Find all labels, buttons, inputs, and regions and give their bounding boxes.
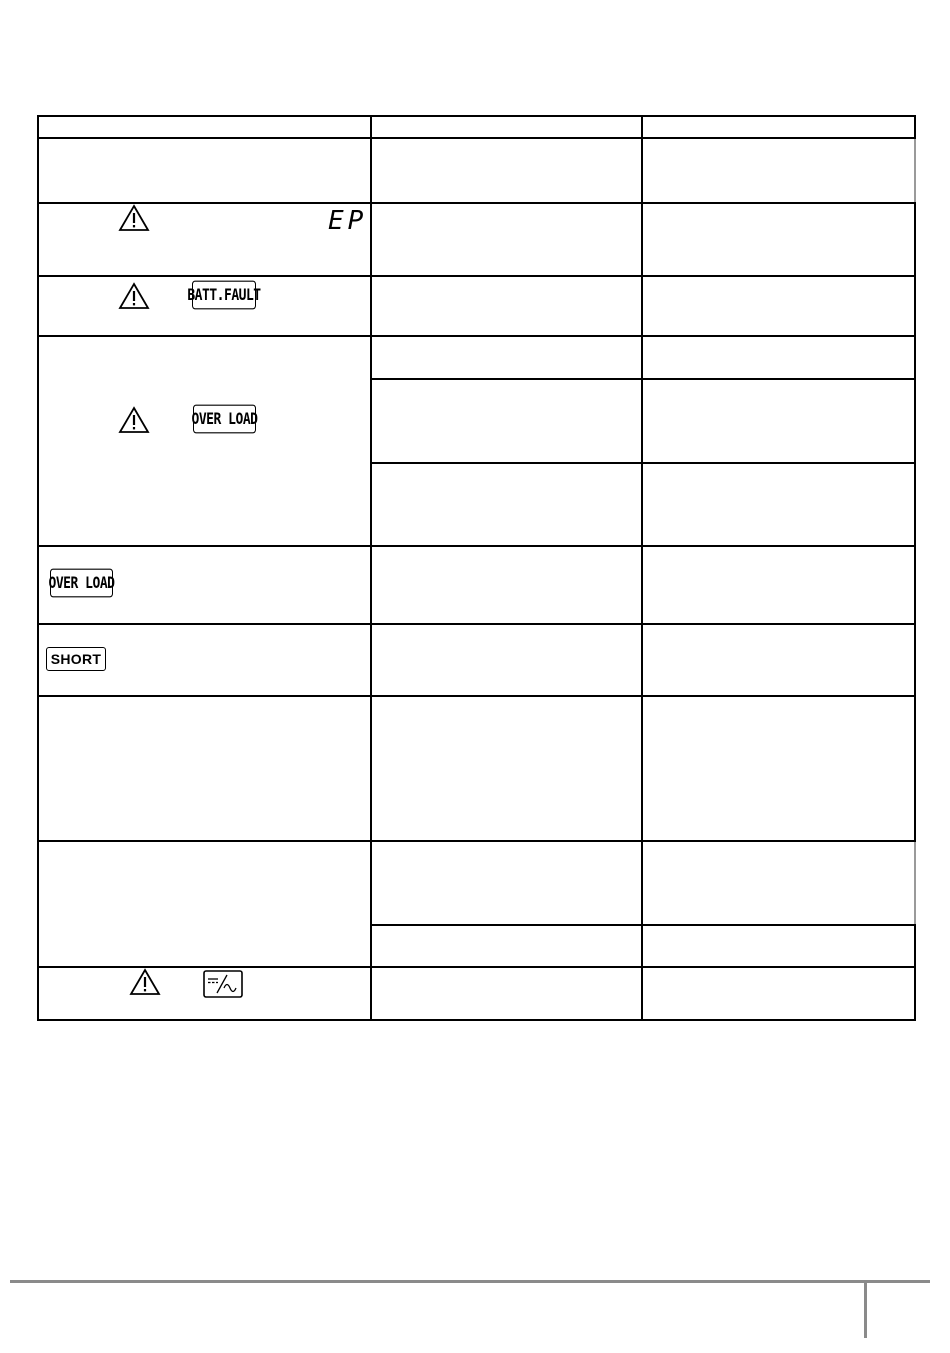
lcd-over-load-indicator: OVER LOAD [50,569,113,598]
table-border-bottom [37,1019,916,1021]
row-divider [37,623,916,625]
row-divider [37,202,916,204]
warning-icon [118,282,150,310]
display-code-ep: EP [328,206,368,236]
row-divider [37,545,916,547]
row-divider [37,840,916,842]
column-divider-2 [641,115,643,1021]
lcd-batt-fault-indicator: BATT.FAULT [192,281,256,310]
row-divider [37,335,916,337]
warning-icon [129,968,161,996]
column-divider-1 [370,115,372,1021]
row-divider [37,966,916,968]
footer-page-marker [864,1283,867,1338]
row-divider [37,695,916,697]
table-border-right-light [914,137,916,203]
table-border-top [37,115,916,117]
lcd-over-load-indicator: OVER LOAD [193,405,256,434]
warning-icon [118,204,150,232]
row-divider [37,275,916,277]
footer-rule [10,1280,930,1283]
header-row-bottom [37,137,916,139]
table-border-right-light [914,842,916,926]
subrow-divider [370,462,916,464]
warning-icon [118,406,150,434]
lcd-short-indicator: SHORT [46,647,106,671]
subrow-divider [370,924,916,926]
table-border-left [37,115,39,1021]
inverter-icon [203,970,243,998]
subrow-divider [370,378,916,380]
